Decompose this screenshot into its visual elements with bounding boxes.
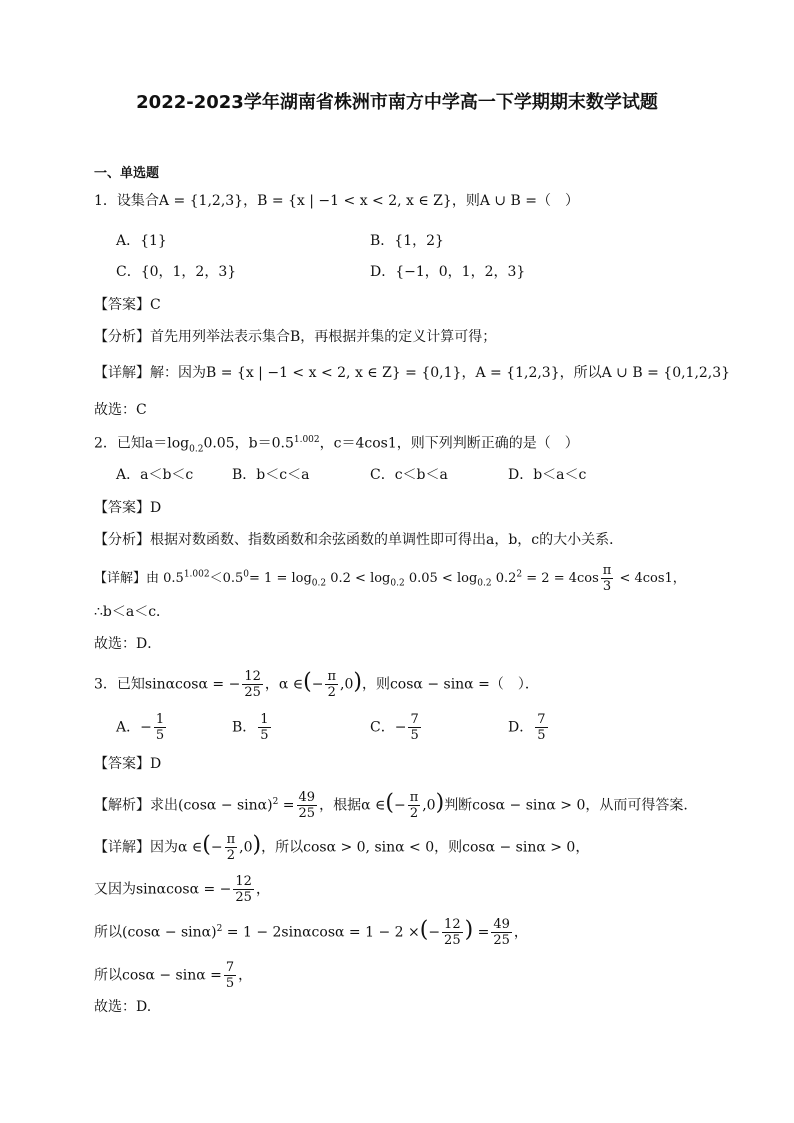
q2-stem <box>94 430 579 459</box>
fraction-denominator: 2 <box>409 806 419 821</box>
option-fraction <box>258 712 270 743</box>
q3-line3-result-fraction <box>491 917 512 948</box>
q2-detail-sub: 0.2 <box>390 578 405 589</box>
q2-detail-sup: 0 <box>243 569 250 580</box>
q3-line4-fraction <box>224 960 236 991</box>
option-label: A．− <box>116 719 152 736</box>
fraction-numerator: π <box>409 790 419 805</box>
open-paren: ( <box>419 917 429 943</box>
q2-analysis <box>94 530 623 550</box>
q3-stem-fraction <box>242 669 263 700</box>
section-heading: 一、单选题 <box>94 166 160 181</box>
q3-detail: 【详解】因为α ∈(− $\frac{\pi}{2}$ ,0)，所以cosα > 0, sinα < 0，则cosα − sinα > 0， <box>94 832 590 863</box>
close-paren: ) <box>353 669 362 695</box>
fraction-numerator: 7 <box>225 960 235 975</box>
q3-option-a <box>116 712 168 743</box>
q3-stem-part: ，α ∈ <box>264 676 304 693</box>
fraction-numerator: 12 <box>244 669 261 684</box>
q2-analysis-text: 根据对数函数、指数函数和余弦函数的单调性即可得出a，b，c的大小关系． <box>150 532 624 548</box>
q3-detail-part: ，所以cosα > 0, sinα < 0，则cosα − sinα > 0， <box>261 839 590 856</box>
q3-stem-part: 3．已知sinαcosα = − <box>94 676 241 693</box>
fraction-denominator: 5 <box>537 728 546 743</box>
q1-option-d: D．{−1，0，1，2，3} <box>370 264 526 280</box>
q3-line3-part: = <box>473 924 490 941</box>
answer-tag: 【答案】 <box>94 756 150 772</box>
fraction-denominator: 25 <box>444 933 461 948</box>
q2-stem-part: ，c＝4cos1，则下列判断正确的是（ ） <box>319 435 579 452</box>
q2-stem-part: 2．已知a＝log <box>94 435 190 452</box>
fraction-numerator: 49 <box>493 917 510 932</box>
fraction-numerator: 12 <box>444 917 461 932</box>
option-label: D． <box>508 719 534 736</box>
q2-detail-sup: 1.002 <box>183 569 210 580</box>
q1-stem: 1．设集合A = {1,2,3}，B = {x | −1 < x < 2, x ∈ Z}，则A ∪ B =（ ） <box>94 193 580 209</box>
q3-line4-part: ， <box>238 967 253 984</box>
q3-answer <box>94 754 161 774</box>
q3-jiexi: 【解析】求出$(\cos\alpha - \sin\alpha)^2$ = $\frac{49}{25}$ ，根据α ∈(− $\frac{\pi}{2}$ ,0)判断cosα − sinα > 0，从而可得答案. <box>94 790 688 821</box>
q3-detail-interval-fraction <box>225 832 238 863</box>
q2-detail-part: 由 0.5 <box>146 571 184 586</box>
q3-stem-part: ，则cosα − sinα =（ ）． <box>361 676 539 693</box>
fraction-numerator: π <box>602 563 612 578</box>
q3-option-b <box>232 712 273 743</box>
q3-line4 <box>94 960 252 991</box>
q2-stem-sub: 0.2 <box>189 444 204 455</box>
q3-jiexi-part: ，根据α ∈ <box>319 797 386 814</box>
q3-choose: 故选：D. <box>94 999 152 1015</box>
fraction-denominator: 5 <box>410 728 419 743</box>
q3-detail-part: 因为α ∈ <box>150 839 203 856</box>
q3-line2-part: ， <box>255 881 270 898</box>
q1-analysis-text: 首先用列举法表示集合B，再根据并集的定义计算可得； <box>150 329 497 345</box>
detail-tag: 【详解】 <box>94 571 147 586</box>
q3-jiexi-part: = <box>278 797 295 814</box>
q1-option-a: A．{1} <box>116 233 167 249</box>
fraction-denominator: 5 <box>260 728 269 743</box>
fraction-denominator: 25 <box>493 933 510 948</box>
fraction-denominator: 2 <box>226 848 236 863</box>
q2-detail-fraction <box>601 563 614 594</box>
q1-choose: 故选：C <box>94 402 147 418</box>
fraction-numerator: 7 <box>410 712 419 727</box>
q3-line3-part: ， <box>513 924 528 941</box>
answer-tag: 【答案】 <box>94 297 150 313</box>
q3-line2-part: 又因为sinαcosα = − <box>94 881 232 898</box>
q3-answer-value: D <box>150 756 162 772</box>
fraction-numerator: 1 <box>260 712 269 727</box>
q2-stem-part: 0.05，b＝0.5 <box>203 435 294 452</box>
open-paren: ( <box>202 832 211 858</box>
q2-option-d: D．b＜a＜c <box>508 467 587 483</box>
q2-option-a: A．a＜b＜c <box>116 467 194 483</box>
detail-tag: 【详解】 <box>94 365 150 381</box>
close-paren: ) <box>464 917 474 943</box>
q3-line4-part: 所以cosα − sinα = <box>94 967 222 984</box>
q3-line3-part: = 1 − 2sinαcosα = 1 − 2 × <box>222 924 420 941</box>
q1-detail-text: 解：因为B = {x | −1 < x < 2, x ∈ Z} = {0,1}，A = {1,2,3}，所以A ∪ B = {0,1,2,3} <box>150 365 731 381</box>
fraction-numerator: π <box>226 832 236 847</box>
q3-stem: 3．已知sinαcosα = − $\frac{12}{25}$ ，α ∈(− $\frac{\pi}{2}$ ,0)，则cosα − sinα =（ ）． <box>94 669 539 700</box>
option-label: C．− <box>370 719 407 736</box>
q2-detail-sub: 0.2 <box>477 578 492 589</box>
q3-option-d <box>508 712 550 743</box>
detail-tag: 【详解】 <box>94 839 150 856</box>
q3-line2 <box>94 874 270 905</box>
q2-answer <box>94 498 161 518</box>
q2-detail-sub: 0.2 <box>311 578 327 589</box>
analysis-tag: 【分析】 <box>94 532 150 548</box>
q2-detail <box>94 563 686 594</box>
q1-answer <box>94 295 161 315</box>
q1-answer-value: C <box>150 297 161 313</box>
option-fraction <box>535 712 547 743</box>
fraction-denominator: 25 <box>235 890 252 905</box>
q3-jiexi-fraction <box>297 790 318 821</box>
open-paren: ( <box>385 790 394 816</box>
q1-detail <box>94 363 730 383</box>
fraction-denominator: 25 <box>298 806 316 821</box>
option-fraction <box>408 712 420 743</box>
q2-detail-part: 0.2 <box>491 571 517 586</box>
fraction-denominator: 3 <box>602 579 612 594</box>
page-title: 2022-2023学年湖南省株洲市南方中学高一下学期期末数学试题 <box>136 92 658 113</box>
fraction-numerator: 12 <box>235 874 252 889</box>
q1-analysis <box>94 327 496 347</box>
q2-detail-part: = 2 = 4cos <box>522 571 599 586</box>
q2-detail-sup: 2 <box>516 569 523 580</box>
q3-line3-part: 所以(cosα − sinα) <box>94 924 217 941</box>
q2-stem-sup: 1.002 <box>293 435 320 445</box>
q2-detail-part: 0.05 < log <box>404 571 478 586</box>
q2-detail-part: = 1 = log <box>249 571 312 586</box>
q2-answer-value: D <box>150 500 162 516</box>
q3-jiexi-part: 判断cosα − sinα > 0，从而可得答案. <box>444 797 688 814</box>
q1-option-c: C．{0，1，2，3} <box>116 264 237 280</box>
analysis-tag: 【分析】 <box>94 329 150 345</box>
fraction-numerator: 49 <box>298 790 316 805</box>
q2-detail-part: < 4cos1， <box>615 571 686 586</box>
q1-option-b: B．{1，2} <box>370 233 444 249</box>
q3-line3-sup: 2 <box>216 923 223 934</box>
close-paren: ) <box>435 790 445 816</box>
q3-jiexi-sup: 2 <box>272 796 279 807</box>
answer-tag: 【答案】 <box>94 500 150 516</box>
q3-interval-fraction <box>325 669 338 700</box>
q2-option-b: B．b＜c＜a <box>232 467 310 483</box>
fraction-denominator: 5 <box>225 976 235 991</box>
q2-detail-part: 0.2 < log <box>326 571 391 586</box>
q3-line3-fraction <box>442 917 463 948</box>
q2-choose: 故选：D． <box>94 636 162 652</box>
q3-option-c <box>370 712 423 743</box>
option-fraction <box>154 712 166 743</box>
fraction-numerator: 7 <box>537 712 546 727</box>
close-paren: ) <box>252 832 262 858</box>
fraction-denominator: 2 <box>327 685 336 700</box>
fraction-numerator: 1 <box>155 712 165 727</box>
jiexi-tag: 【解析】 <box>94 797 150 814</box>
option-label: B． <box>232 719 257 736</box>
fraction-denominator: 5 <box>155 728 165 743</box>
q3-jiexi-part: 求出(cosα − sinα) <box>150 797 273 814</box>
fraction-denominator: 25 <box>244 685 261 700</box>
q3-jiexi-interval-fraction <box>408 790 421 821</box>
fraction-numerator: π <box>327 669 337 684</box>
q2-detail-part: ＜0.5 <box>209 571 244 586</box>
q2-conclusion: ∴b＜a＜c． <box>94 604 171 620</box>
open-paren: ( <box>303 669 312 695</box>
q3-line3: 所以$(\cos\alpha - \sin\alpha)^2 = 1 - 2\sin\alpha\cos\alpha = 1 - 2$ ×(− $\frac{12}{25}$ ) = $\frac{49}{25}$ ， <box>94 917 528 948</box>
q3-line2-fraction <box>233 874 254 905</box>
q2-option-c: C．c＜b＜a <box>370 467 448 483</box>
